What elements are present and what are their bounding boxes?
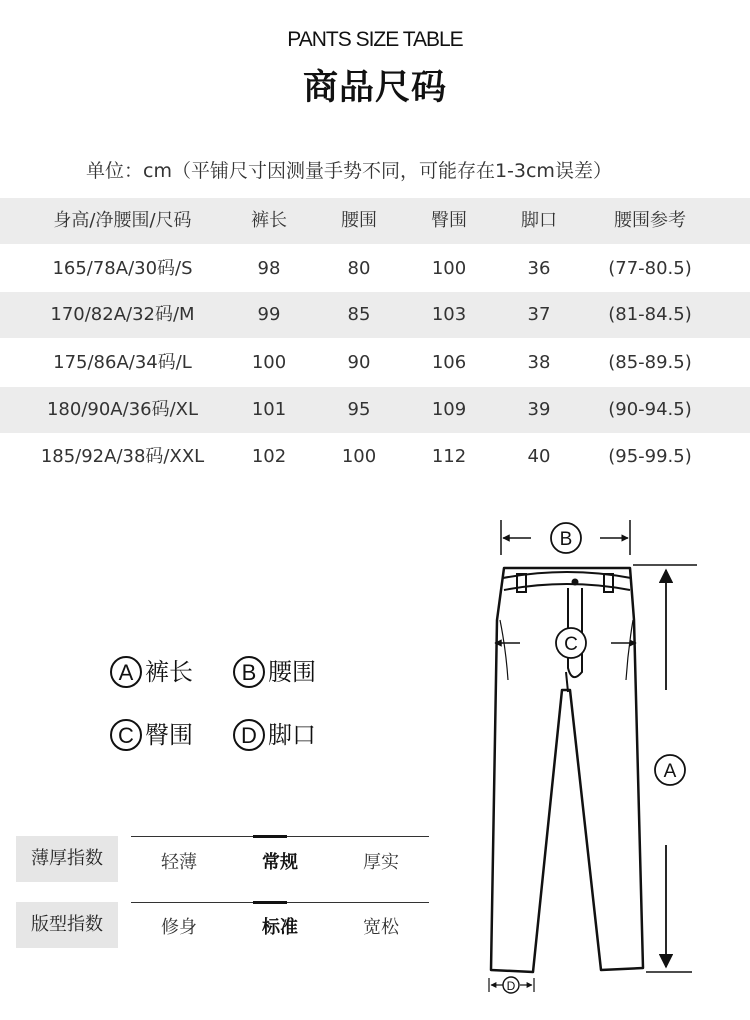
table-cell: 103 — [431, 304, 467, 325]
legend-marker: A — [110, 656, 142, 688]
table-cell: 39 — [527, 399, 551, 420]
index-option: 厚实 — [363, 852, 399, 873]
table-cell: 98 — [257, 258, 281, 279]
column-header: 臀围 — [431, 210, 467, 231]
column-header: 腰围参考 — [614, 210, 686, 231]
dimension-leg-opening — [489, 977, 534, 993]
table-cell: 165/78A/30码/S — [52, 258, 193, 279]
table-cell: 102 — [251, 446, 287, 467]
table-cell: 38 — [527, 352, 551, 373]
legend-marker: C — [110, 719, 142, 751]
marker-c-label: C — [564, 634, 578, 655]
table-cell: 37 — [527, 304, 551, 325]
table-cell: 85 — [347, 304, 371, 325]
unit-note: 单位：cm（平铺尺寸因测量手势不同，可能存在1-3cm误差） — [86, 160, 612, 182]
table-cell: 185/92A/38码/XXL — [40, 446, 205, 467]
column-header: 腰围 — [341, 210, 377, 231]
legend-label: 裤长 — [145, 658, 193, 686]
table-cell: (85-89.5) — [608, 352, 692, 373]
english-title: PANTS SIZE TABLE — [287, 28, 463, 51]
table-cell: (95-99.5) — [608, 446, 692, 467]
table-cell: 100 — [341, 446, 377, 467]
index-option: 宽松 — [363, 917, 399, 938]
table-cell: (81-84.5) — [608, 304, 692, 325]
index-option-selected: 标准 — [262, 917, 298, 938]
table-cell: 100 — [431, 258, 467, 279]
column-header: 身高/净腰围/尺码 — [53, 210, 192, 231]
legend-marker: D — [233, 719, 265, 751]
marker-b-label: B — [559, 529, 573, 550]
column-header: 裤长 — [251, 210, 287, 231]
table-cell: 90 — [347, 352, 371, 373]
column-header: 脚口 — [521, 210, 557, 231]
table-cell: 99 — [257, 304, 281, 325]
index-option-selected: 常规 — [262, 852, 298, 873]
table-cell: 40 — [527, 446, 551, 467]
index-label: 薄厚指数 — [16, 836, 118, 882]
table-cell: 95 — [347, 399, 371, 420]
index-option: 轻薄 — [161, 852, 197, 873]
legend-label: 腰围 — [268, 658, 316, 686]
table-cell: (77-80.5) — [608, 258, 692, 279]
table-cell: 170/82A/32码/M — [50, 304, 195, 325]
table-cell: 80 — [347, 258, 371, 279]
button-icon — [572, 579, 579, 586]
table-cell: (90-94.5) — [608, 399, 692, 420]
table-cell: 36 — [527, 258, 551, 279]
table-cell: 101 — [251, 399, 287, 420]
table-cell: 100 — [251, 352, 287, 373]
table-cell: 175/86A/34码/L — [53, 352, 192, 373]
table-cell: 106 — [431, 352, 467, 373]
table-cell: 112 — [431, 446, 467, 467]
legend-label: 脚口 — [268, 721, 316, 749]
legend-label: 臀围 — [145, 721, 193, 749]
page-title: 商品尺码 — [302, 68, 447, 108]
marker-d-label: D — [506, 979, 516, 993]
index-option: 修身 — [161, 917, 197, 938]
legend-marker: B — [233, 656, 265, 688]
table-cell: 109 — [431, 399, 467, 420]
dimension-waist — [501, 520, 630, 555]
table-cell: 180/90A/36码/XL — [46, 399, 199, 420]
marker-a-label: A — [663, 761, 677, 782]
index-label: 版型指数 — [16, 902, 118, 948]
